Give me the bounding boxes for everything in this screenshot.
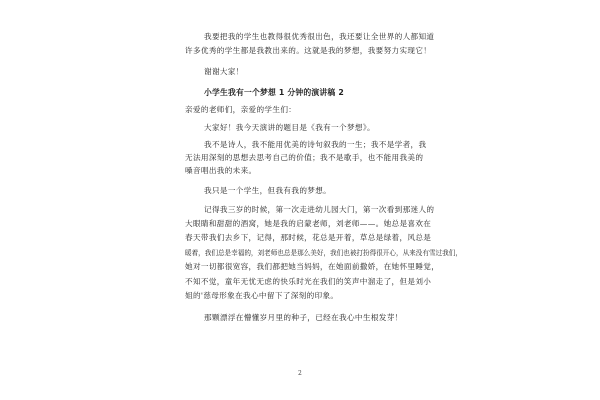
page-number: 2 bbox=[298, 370, 302, 377]
paragraph-line: 不知不觉，童年无忧无虑的快乐时光在我们的笑声中溜走了，但是刘小 bbox=[185, 277, 432, 286]
paragraph-line: 她对一切都很宽容，我们都把她当妈妈，在她面前撒娇，在她怀里睡觉， bbox=[185, 262, 440, 271]
paragraph-line: 许多优秀的学生都是我教出来的。这就是我的梦想，我要努力实现它！ bbox=[185, 46, 432, 55]
paragraph-line: 嗓音唱出我的未来。 bbox=[185, 166, 257, 175]
paragraph-line: 春天带我们去乡下，记得，那时候，花总是开着，草总是绿着，风总是 bbox=[185, 233, 432, 242]
paragraph-line: 记得我三岁的时候，第一次走进幼儿园大门，第一次看到那迷人的 bbox=[204, 205, 435, 214]
section-title: 小学生我有一个梦想 1 分钟的演讲稿 2 bbox=[204, 88, 344, 97]
paragraph-line: 大眼睛和甜甜的酒窝，她是我的启蒙老师，刘老师——。她总是喜欢在 bbox=[185, 219, 432, 228]
paragraph-line: 那颗漂浮在懵懂岁月里的种子，已经在我心中生根发芽！ bbox=[204, 313, 403, 322]
paragraph-line: 我要把我的学生也教得很优秀很出色，我还要让全世界的人都知道 bbox=[204, 32, 435, 41]
paragraph-line: 谢谢大家！ bbox=[204, 67, 244, 76]
paragraph-line: 我只是一个学生，但我有我的梦想。 bbox=[204, 186, 332, 195]
paragraph-line: 暖着，我们总是幸福的，刘老师也总是那么美好，我们也被打扮得很开心，从来没有雪过我们， bbox=[185, 249, 462, 257]
paragraph-line: 无法用深刻的思想去思考自己的价值；我不是歌手，也不能用我美的 bbox=[185, 153, 424, 162]
paragraph-line: 姐的'慈母形象在我心中留下了深刻的印象。 bbox=[185, 291, 339, 300]
salutation-line: 亲爱的老师们，亲爱的学生们： bbox=[185, 105, 297, 114]
paragraph-line: 我不是诗人，我不能用优美的诗句叙我的一生；我不是学者，我 bbox=[204, 140, 427, 149]
paragraph-line: 大家好！我今天演讲的题目是《我有一个梦想》。 bbox=[204, 123, 375, 132]
